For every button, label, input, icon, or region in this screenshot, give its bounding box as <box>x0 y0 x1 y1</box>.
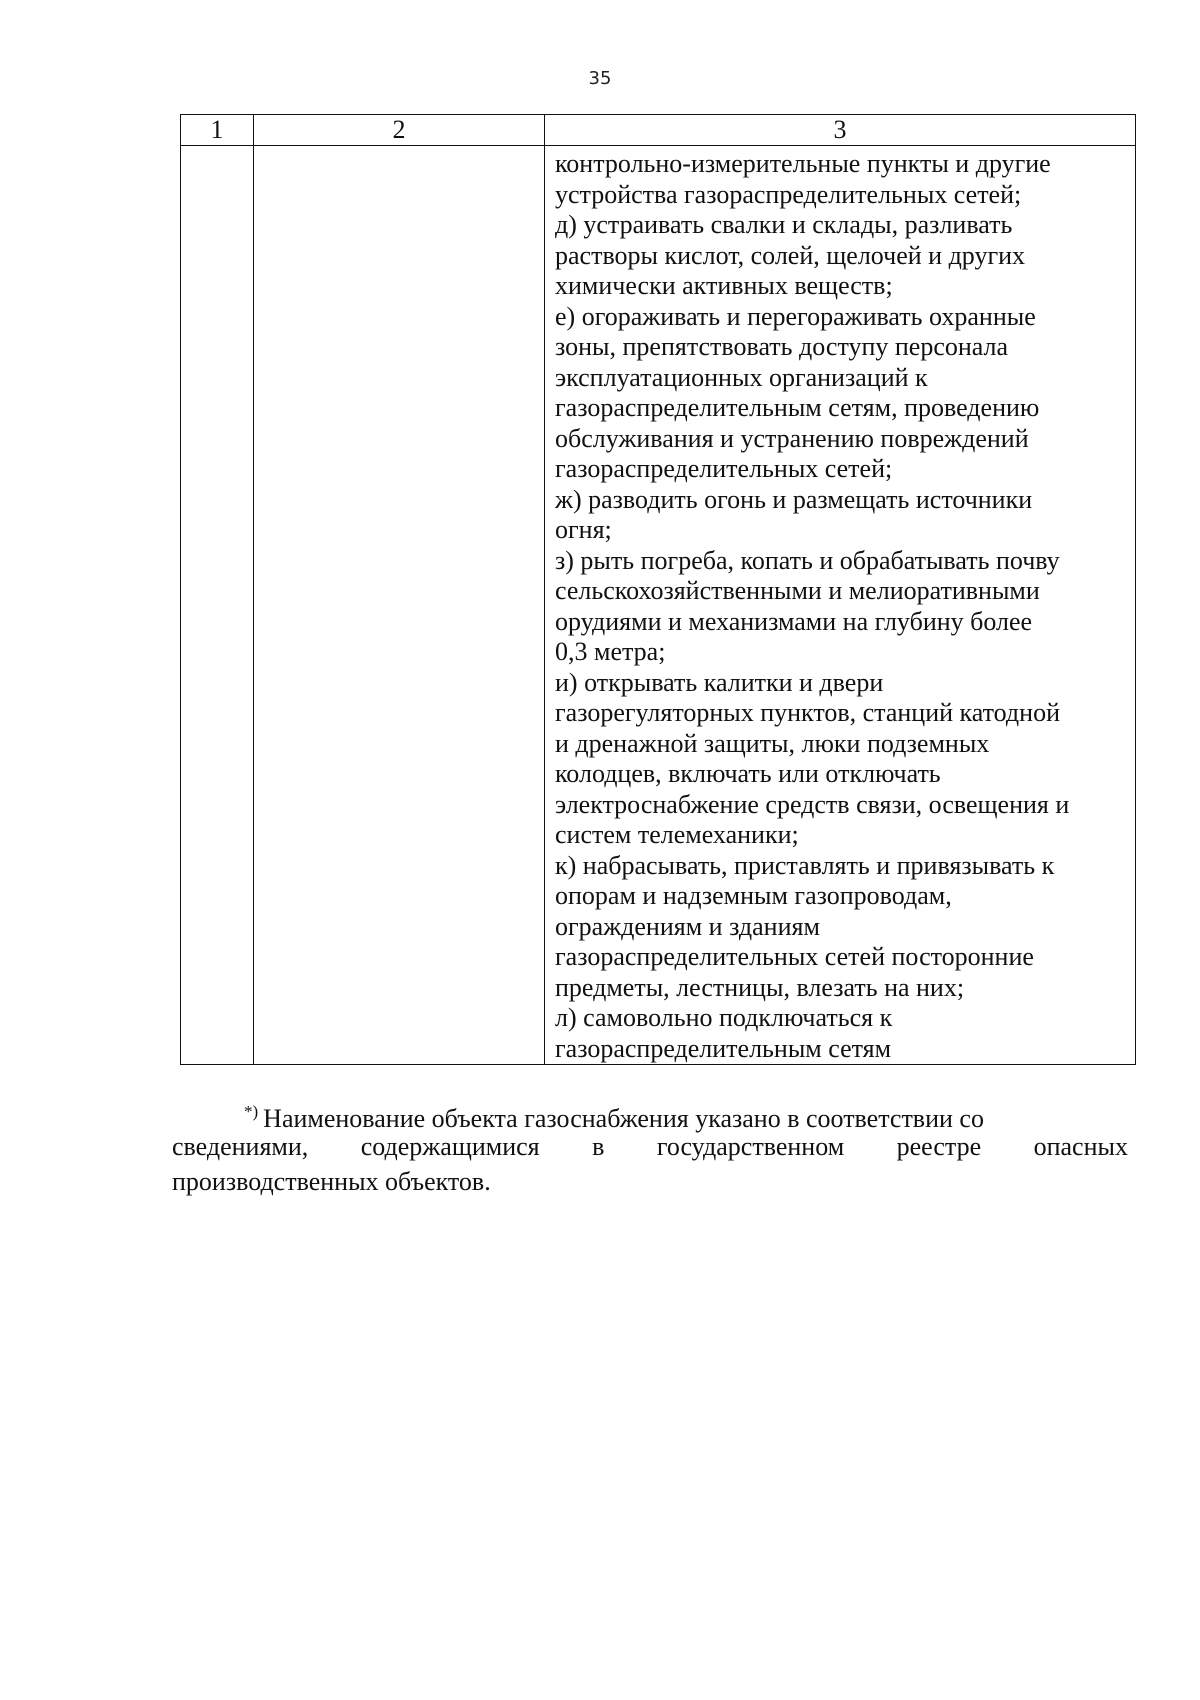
cell-text-line: к) набрасывать, приставлять и привязывать к <box>555 850 1055 880</box>
cell-text-line: огня; <box>555 515 612 544</box>
cell-text-line: з) рыть погреба, копать и обрабатывать почву <box>555 545 1060 575</box>
table-header-row <box>181 115 1136 146</box>
cell-text-line: электроснабжение средств связи, освещения и <box>555 789 1070 819</box>
cell-text-line: газораспределительных сетей; <box>555 454 893 483</box>
cell-text-line: газорегуляторных пунктов, станций катодной <box>555 698 1060 727</box>
footnote-word: государственном <box>656 1132 845 1161</box>
cell-text-line: газораспределительным сетям, проведению <box>555 393 1040 422</box>
footnote-line-2 <box>172 1129 1128 1164</box>
cell-text-line: 0,3 метра; <box>555 637 666 666</box>
footnote-marker: *) <box>244 1102 259 1121</box>
cell-text-line: контрольно-измерительные пункты и другие <box>555 149 1051 178</box>
footnote-line-3: производственных объектов. <box>172 1167 491 1196</box>
page-number: 35 <box>588 68 612 89</box>
cell-text-line: л) самовольно подключаться к <box>555 1003 893 1032</box>
cell-text-line: устройства газораспределительных сетей; <box>555 179 1022 209</box>
footnote-text-1: Наименование объекта газоснабжения указано в соответствии со <box>263 1104 984 1133</box>
header-col-2: 2 <box>254 115 545 146</box>
footnote-word: реестре <box>896 1132 982 1161</box>
cell-text-line: опорам и надземным газопроводам, <box>555 881 952 910</box>
table-row <box>181 146 1136 1065</box>
header-col-1: 1 <box>181 115 254 146</box>
footnote-word: в <box>592 1132 605 1161</box>
cell-text-line: эксплуатационных организаций к <box>555 362 928 392</box>
cell-text-line: ж) разводить огонь и размещать источники <box>555 484 1033 514</box>
cell-text-line: предметы, лестницы, влезать на них; <box>555 972 965 1002</box>
cell-col-2 <box>254 146 545 1065</box>
footnote-word: сведениями, <box>172 1132 309 1161</box>
cell-text-line: ограждениям и зданиям <box>555 911 820 941</box>
cell-text-line: орудиями и механизмами на глубину более <box>555 606 1033 636</box>
cell-text-line: химически активных веществ; <box>555 271 893 300</box>
cell-text-line: д) устраивать свалки и склады, разливать <box>555 210 1013 239</box>
footnote-line-1 <box>172 1094 1128 1133</box>
cell-text-line: и дренажной защиты, люки подземных <box>555 728 990 758</box>
cell-text-line: сельскохозяйственными и мелиоративными <box>555 576 1040 605</box>
header-col-3: 3 <box>545 115 1136 146</box>
cell-col-3 <box>545 146 1136 1065</box>
cell-text-line: колодцев, включать или отключать <box>555 759 941 788</box>
cell-text-line: и) открывать калитки и двери <box>555 667 884 697</box>
cell-text-line: е) огораживать и перегораживать охранные <box>555 301 1036 331</box>
footnote-word: содержащимися <box>360 1132 540 1161</box>
cell-text-line: растворы кислот, солей, щелочей и других <box>555 240 1026 270</box>
cell-text-line: зоны, препятствовать доступу персонала <box>555 332 1009 361</box>
cell-col-1 <box>181 146 254 1065</box>
regulations-table <box>180 114 1136 1065</box>
cell-text-line: газораспределительных сетей посторонние <box>555 942 1034 971</box>
footnote-word: опасных <box>1033 1132 1128 1161</box>
cell-text-line: систем телемеханики; <box>555 820 799 849</box>
cell-text-line: газораспределительным сетям <box>555 1033 892 1063</box>
footnote <box>172 1094 1128 1199</box>
cell-text-line: обслуживания и устранению повреждений <box>555 423 1029 453</box>
